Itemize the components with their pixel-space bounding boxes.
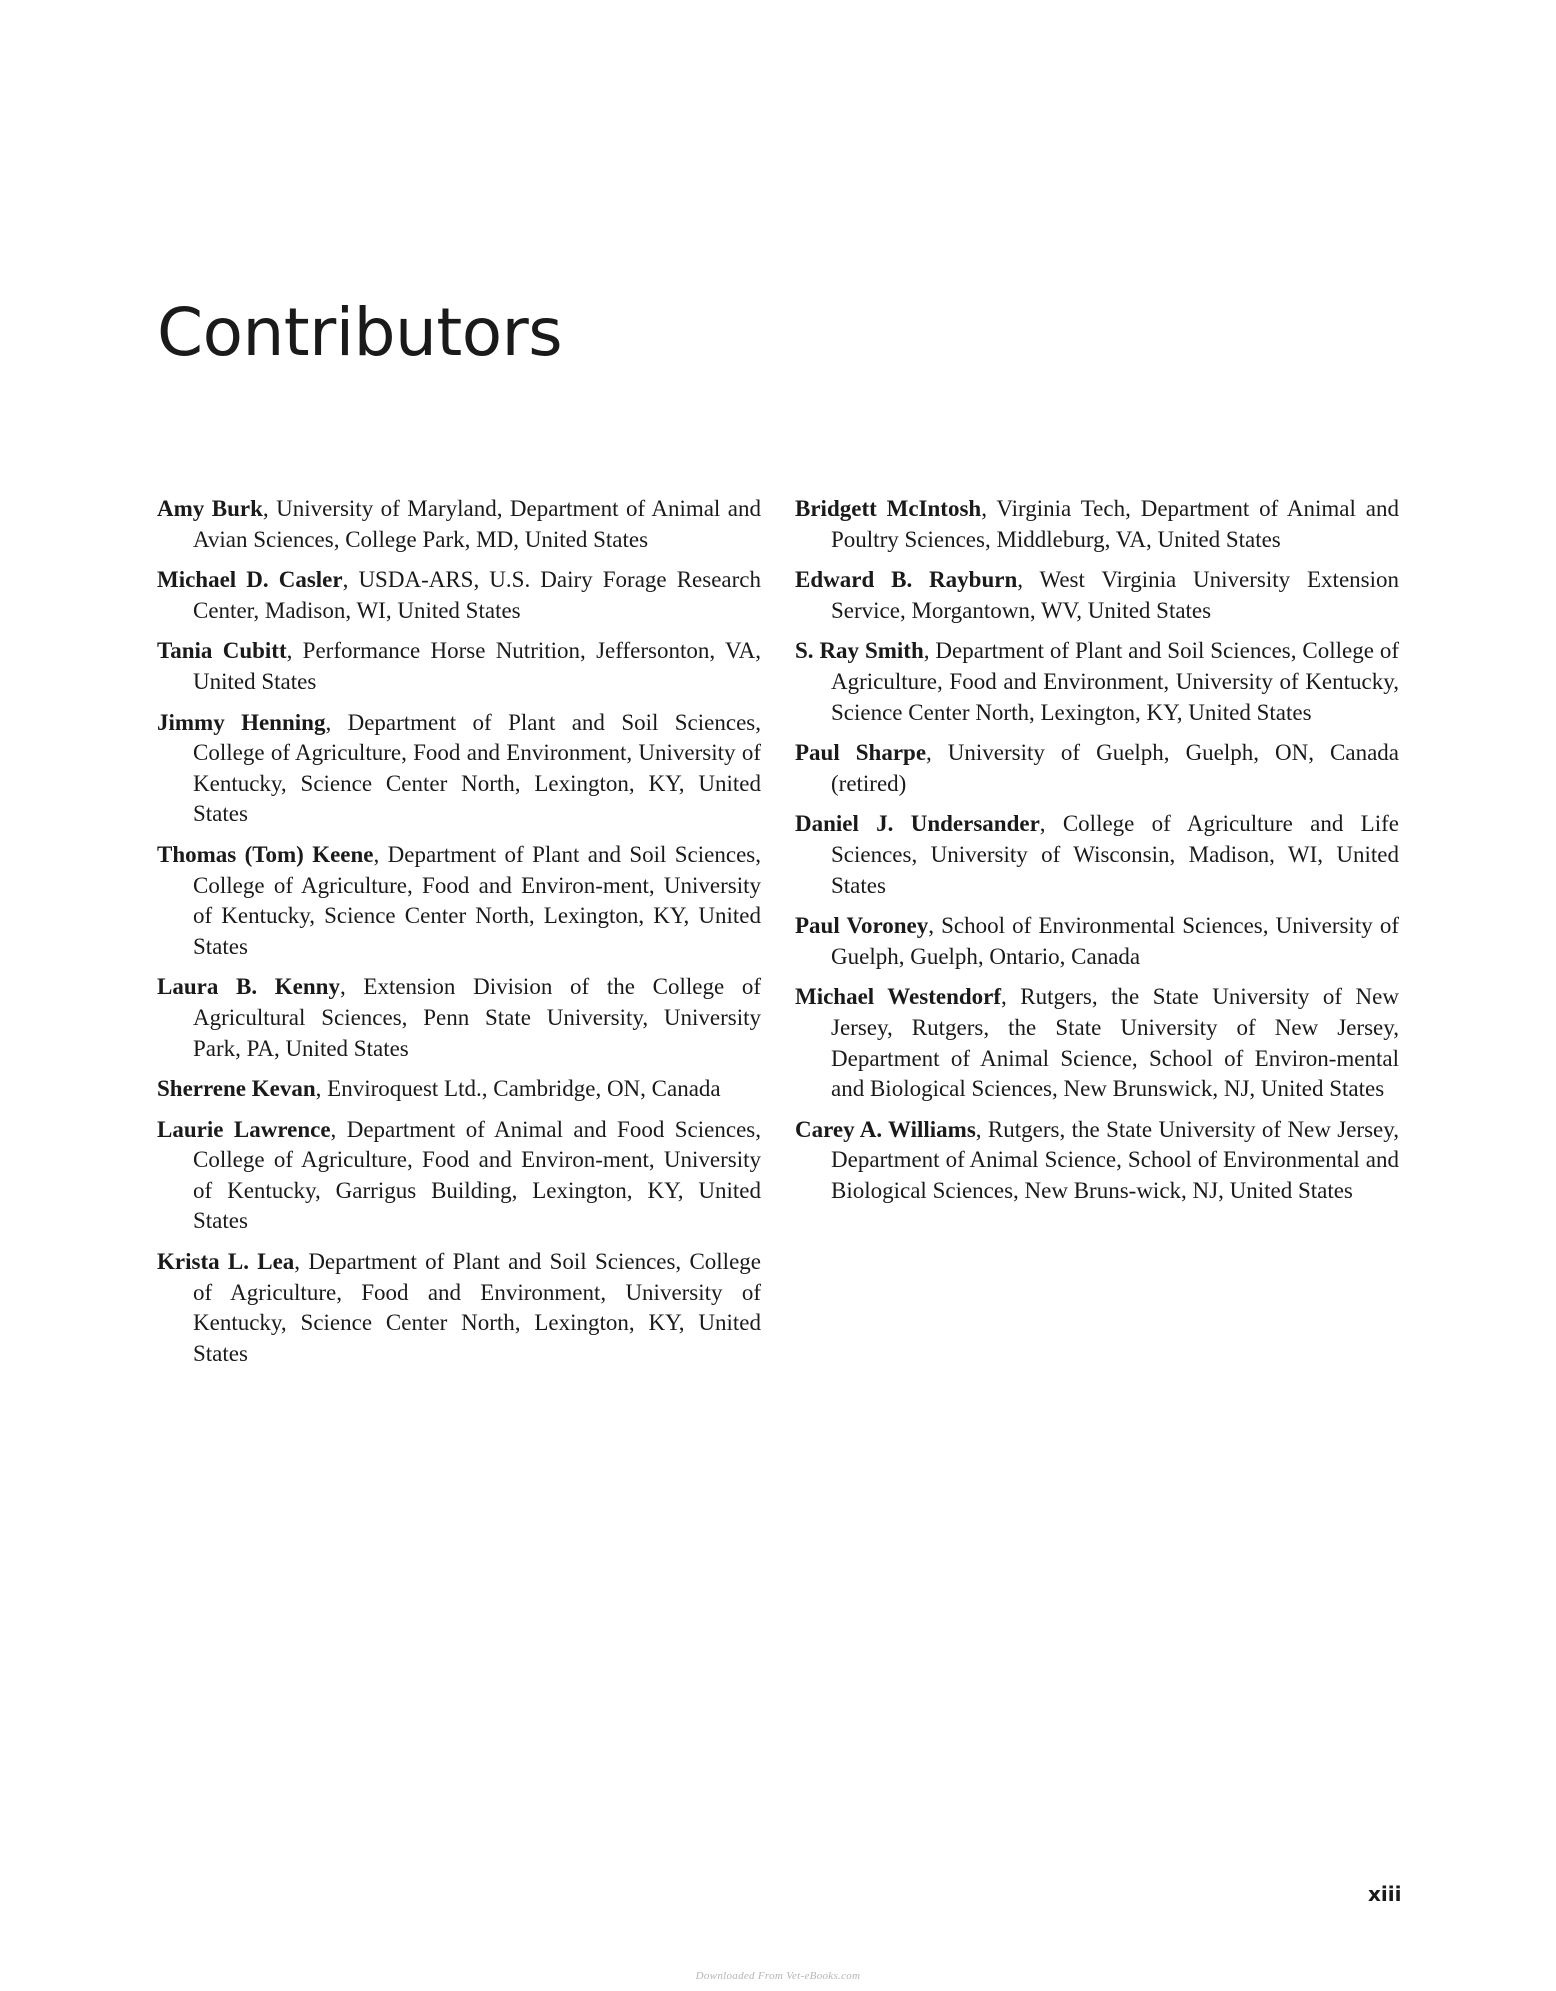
contributor-affiliation: , College of Agriculture and Life Sciences, University of Wisconsin, Madison, WI, United States <box>831 811 1399 898</box>
contributor-entry <box>157 1115 761 1237</box>
contributor-affiliation: , Rutgers, the State University of New Jersey, Department of Animal Science, School of Environmental and Biological Sciences, New Bruns-wick, NJ, United States <box>831 1116 1399 1203</box>
contributors-column-left <box>157 494 761 1379</box>
contributor-entry <box>795 636 1399 728</box>
contributor-affiliation: , Department of Plant and Soil Sciences, College of Agriculture, Food and Environment, University of Kentucky, Science Center North, Lexington, KY, United States <box>193 1249 761 1366</box>
contributor-affiliation: , USDA-ARS, U.S. Dairy Forage Research Center, Madison, WI, United States <box>193 567 761 623</box>
contributor-name: Thomas (Tom) Keene <box>157 841 374 867</box>
contributor-affiliation: , Extension Division of the College of Agricultural Sciences, Penn State University, University Park, PA, United States <box>193 974 761 1061</box>
contributor-name: Paul Sharpe <box>795 740 927 766</box>
contributor-affiliation: , Department of Plant and Soil Sciences, College of Agriculture, Food and Environ-ment, University of Kentucky, Science Center North, Lexington, KY, United States <box>193 841 761 959</box>
contributor-name: Tania Cubitt <box>157 638 287 664</box>
contributor-name: Edward B. Rayburn <box>795 567 1018 593</box>
contributor-name: Laura B. Kenny <box>157 974 340 1000</box>
download-watermark: Downloaded From Vet-eBooks.com <box>695 1970 861 1982</box>
contributor-entry <box>795 738 1399 799</box>
contributor-name: Michael D. Casler <box>157 567 343 593</box>
contributor-entry <box>795 809 1399 901</box>
contributor-entry <box>157 565 761 626</box>
page-title: Contributors <box>157 294 563 371</box>
contributor-entry <box>795 982 1399 1104</box>
contributor-affiliation: , West Virginia University Extension Service, Morgantown, WV, United States <box>831 567 1399 623</box>
contributor-affiliation: , Department of Animal and Food Sciences, College of Agriculture, Food and Environ-ment, University of Kentucky, Garrigus Building, Lexington, KY, United States <box>193 1116 761 1234</box>
page-number: xiii <box>1368 1882 1402 1906</box>
contributor-entry <box>795 494 1399 555</box>
contributor-name: Laurie Lawrence <box>157 1116 331 1142</box>
contributor-affiliation: , University of Maryland, Department of Animal and Avian Sciences, College Park, MD, United States <box>193 496 761 552</box>
contributor-affiliation: , Department of Plant and Soil Sciences, College of Agriculture, Food and Environment, University of Kentucky, Science Center North, Lexington, KY, United States <box>193 709 761 827</box>
contributor-affiliation: , Department of Plant and Soil Sciences, College of Agriculture, Food and Environment, University of Kentucky, Science Center North, Lexington, KY, United States <box>831 638 1399 725</box>
contributor-affiliation: , Rutgers, the State University of New Jersey, Rutgers, the State University of New Jersey, Department of Animal Science, School of Environ-mental and Biological Sciences, New Brunswick, NJ, United States <box>831 984 1399 1102</box>
contributor-name: Daniel J. Undersander <box>795 811 1040 837</box>
contributor-name: S. Ray Smith <box>795 638 924 664</box>
contributor-entry <box>795 565 1399 626</box>
contributor-entry <box>157 708 761 830</box>
contributor-name: Amy Burk <box>157 496 263 521</box>
contributor-name: Sherrene Kevan <box>157 1076 316 1102</box>
contributor-affiliation: , School of Environmental Sciences, University of Guelph, Guelph, Ontario, Canada <box>831 913 1399 969</box>
contributor-affiliation: , Performance Horse Nutrition, Jeffersonton, VA, United States <box>193 638 761 694</box>
contributor-entry <box>795 911 1399 972</box>
contributors-column-right <box>795 494 1399 1216</box>
contributor-name: Carey A. Williams <box>795 1116 976 1142</box>
contributor-name: Krista L. Lea <box>157 1249 295 1275</box>
contributor-affiliation: , Enviroquest Ltd., Cambridge, ON, Canada <box>315 1076 721 1102</box>
contributor-name: Paul Voroney <box>795 913 929 939</box>
contributor-entry <box>157 972 761 1064</box>
contributor-affiliation: , University of Guelph, Guelph, ON, Canada (retired) <box>831 740 1399 796</box>
contributor-entry <box>157 840 761 962</box>
contributor-entry <box>795 1115 1399 1207</box>
contributor-entry <box>157 636 761 697</box>
contributor-entry <box>157 1074 761 1105</box>
contributor-name: Jimmy Henning <box>157 709 326 735</box>
contributor-name: Bridgett McIntosh <box>795 496 982 521</box>
contributor-affiliation: , Virginia Tech, Department of Animal and Poultry Sciences, Middleburg, VA, United States <box>831 496 1399 552</box>
contributor-entry <box>157 1247 761 1369</box>
contributor-entry <box>157 494 761 555</box>
contributor-name: Michael Westendorf <box>795 984 1002 1010</box>
